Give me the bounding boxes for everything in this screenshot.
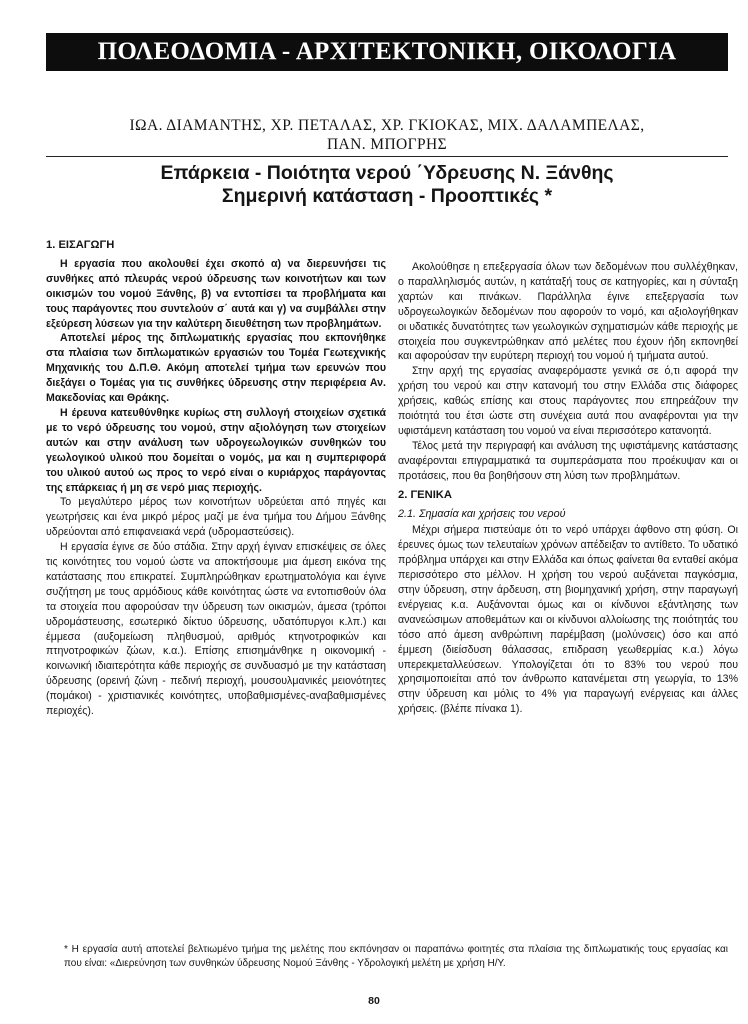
right-column — [398, 260, 738, 717]
section-heading-general: 2. ΓΕΝΙΚΑ — [398, 488, 452, 501]
section-heading-introduction: 1. ΕΙΣΑΓΩΓΗ — [46, 239, 115, 251]
authors — [46, 116, 728, 154]
paragraph: Η εργασία έγινε σε δύο στάδια. Στην αρχή έγιναν επισκέψεις σε όλες τις κοινότητες του νομού ώστε να αποκτήσουμε μια άμεση εικόνα της κατάστασης που επικρατεί. Συμπληρώθηκαν ερωτηματολόγια και έγινε συζήτηση με τους αρμόδιους κάθε κοινότητας ώστε να εντοπισθούν όλα τα στοιχεία που αφορούσαν την ύδρευση των οικισμών, άμεσα (τρόποι υδρομάστευσης, εσωτερικό δίκτυο ύδρευσης, υδατόπυργοι κ.λπ.) και έμμεσα (αυξομείωση πληθυσμού, αριθμός κτηνοτροφικών και πτηνοτροφικών ζώων, κ.α.). Επίσης επισημάνθηκε η οικονομική - κοινωνική ιδιαιτερότητα κάθε περιοχής σε συνδυασμό με την κατάσταση ύδρευσης (ορεινή ζώνη - πεδινή περιοχή, μουσουλμανικές μειονότητες (πομάκοι) - χριστιανικές κοινότητες, υποβαθμισμένες-αναβαθμισμένες περιοχές). — [46, 541, 386, 718]
page-number: 80 — [368, 995, 380, 1007]
title-rule — [46, 156, 728, 157]
paragraph: Η εργασία που ακολουθεί έχει σκοπό α) να διερευνήσει τις συνθήκες από πλευράς νερού ύδρευσης των κοινοτήτων και των οικισμών του νομού Ξάνθης, β) να εντοπίσει τα προβλήματα και τους παράγοντες που συντελούν σ΄ αυτά και γ) να συμβάλλει στην εξεύρεση λύσεων για την καλύτερη διευθέτηση των προβλημάτων. — [46, 257, 386, 330]
paragraph: Μέχρι σήμερα πιστεύαμε ότι το νερό υπάρχει άφθονο στη φύση. Οι έρευνες όμως των τελευταίων χρόνων απέδειξαν το αντίθετο. Το υδατικό πρόβλημα υπάρχει και στην Ελλάδα και όπως φαίνεται θα ενταθεί ακόμα περισσότερο στο μέλλον. Η χρήση του νερού αυξάνεται παγκόσμια, στην ύδρευση, στην άρδευση, στη βιομηχανική χρήση, στην παραγωγή ενέργειας κ.α. Αυξάνονται όμως και οι κίνδυνοι εξάντλησης των ανανεώσιμων αποθεμάτων και οι κίνδυνοι αλλοίωσης της ποιότητάς του τόσο από άμεση ανθρώπινη παρέμβαση (μολύνσεις) όσο και από έμμεση (διείσδυση θάλασσας, επιδραση γεωθερμίας κ.α.) λόγω υπερεκμεταλλεύσεων. Υπολογίζεται ότι το 83% του νερού που χρησιμοποιείται από τον άνθρωπο κατανέμεται στη γεωργία, το 13% στην ύδρευση και μόλις το 4% για παραγωγή ενέργειας και άλλες χρήσεις. (βλέπε πίνακα 1). — [398, 524, 738, 716]
section-banner: ΠΟΛΕΟΔΟΜΙΑ - ΑΡΧΙΤΕΚΤΟΝΙΚΗ, ΟΙΚΟΛΟΓΙΑ — [46, 33, 728, 71]
subsection-heading: 2.1. Σημασία και χρήσεις του νερού — [398, 507, 566, 520]
paragraph: Αποτελεί μέρος της διπλωματικής εργασίας που εκπονήθηκε στα πλαίσια των διπλωματικών εργασιών του Τομέα Γεωτεχνικής Μηχανικής του Δ.Π.Θ. Ακόμη αποτελεί τμήμα των ερευνών που διεξάγει ο Τομέας για τις συνθήκες ύδρευσης στην περιφέρεια Αν. Μακεδονίας και Θράκης. — [46, 332, 386, 405]
authors-line-2: ΠΑΝ. ΜΠΟΓΡΗΣ — [326, 136, 448, 153]
title-line-1: Επάρκεια - Ποιότητα νερού ΄Υδρευσης Ν. Ξάνθης — [160, 162, 614, 184]
paragraph: Τέλος μετά την περιγραφή και ανάλυση της υφιστάμενης κατάστασης αναφέρονται επιγραμματικά τα συμπεράσματα που προέκυψαν και οι προτάσεις, που θα βοηθήσουν στη λύση των προβλημάτων. — [398, 439, 738, 482]
paragraph: Στην αρχή της εργασίας αναφερόμαστε γενικά σε ό,τι αφορά την χρήση του νερού και στην κατανομή του στην Ελλάδα στις διάφορες χρήσεις, καθώς επίσης και στους παράγοντες που επηρεάζουν την ποιότητά του έτσι ώστε στη συνέχεια αυτά που αναφέρονται για την υφιστάμενη κατάσταση του νομού να είναι περισσότερο κατανοητά. — [398, 365, 738, 437]
left-column — [46, 238, 386, 719]
authors-line-1: ΙΩΑ. ΔΙΑΜΑΝΤΗΣ, ΧΡ. ΠΕΤΑΛΑΣ, ΧΡ. ΓΚΙΟΚΑΣ, ΜΙΧ. ΔΑΛΑΜΠΕΛΑΣ, — [129, 117, 645, 134]
paragraph: Ακολούθησε η επεξεργασία όλων των δεδομένων που συλλέχθηκαν, ο παραλληλισμός αυτών, η κατάταξή τους σε κατηγορίες, και η σύνταξη χαρτών και πινάκων. Παράλληλα έγινε επεξεργασία των υδρογεωλογικών δεδομένων που αφορούν το νομό, και αξιολογήθηκαν οι υδατικές δυνατότητες των γεωλογικών σχηματισμών κάθε περιοχής με στοιχεία που συγκεντρώθηκαν από μελέτες που έχουν ήδη εκπονηθεί και αφορούσαν την ευρύτερη περιοχή του νομού ή τμήματα αυτού. — [398, 261, 738, 363]
paragraph: Η έρευνα κατευθύνθηκε κυρίως στη συλλογή στοιχείων σχετικά με το νερό ύδρευσης του νομού, στην αξιολόγηση των στοιχείων αυτών και στην ανάλυση των υδρογεωλογικών συνθηκών του γεωλογικού υλικού που δομείται ο νομός, μα και η συμπεριφορά του υλικού αυτού ως προς το νερό είναι ο κυριάρχος παράγοντας της επάρκειας ή μη σε νερό μιας περιοχής. — [46, 406, 386, 494]
title-line-2: Σημερινή κατάσταση - Προοπτικές * — [221, 185, 553, 207]
footnote: * Η εργασία αυτή αποτελεί βελτιωμένο τμήμα της μελέτης που εκπόνησαν οι παραπάνω φοιτητές στα πλαίσια της διπλωματικής τους εργασίας και που είναι: «Διερεύνηση των συνθηκών ύδρευσης Νομού Ξάνθης - Υδρολογική μελέτη με χρήση Η/Υ. — [64, 944, 728, 969]
article-title — [46, 162, 728, 208]
paragraph: Το μεγαλύτερο μέρος των κοινοτήτων υδρεύεται από πηγές και γεωτρήσεις και ένα μικρό μέρος μαζί με ένα τμήμα του Δήμου Ξάνθης υδρεύονται από επιφανειακά νερά (υδρομαστεύσεις). — [46, 496, 386, 539]
